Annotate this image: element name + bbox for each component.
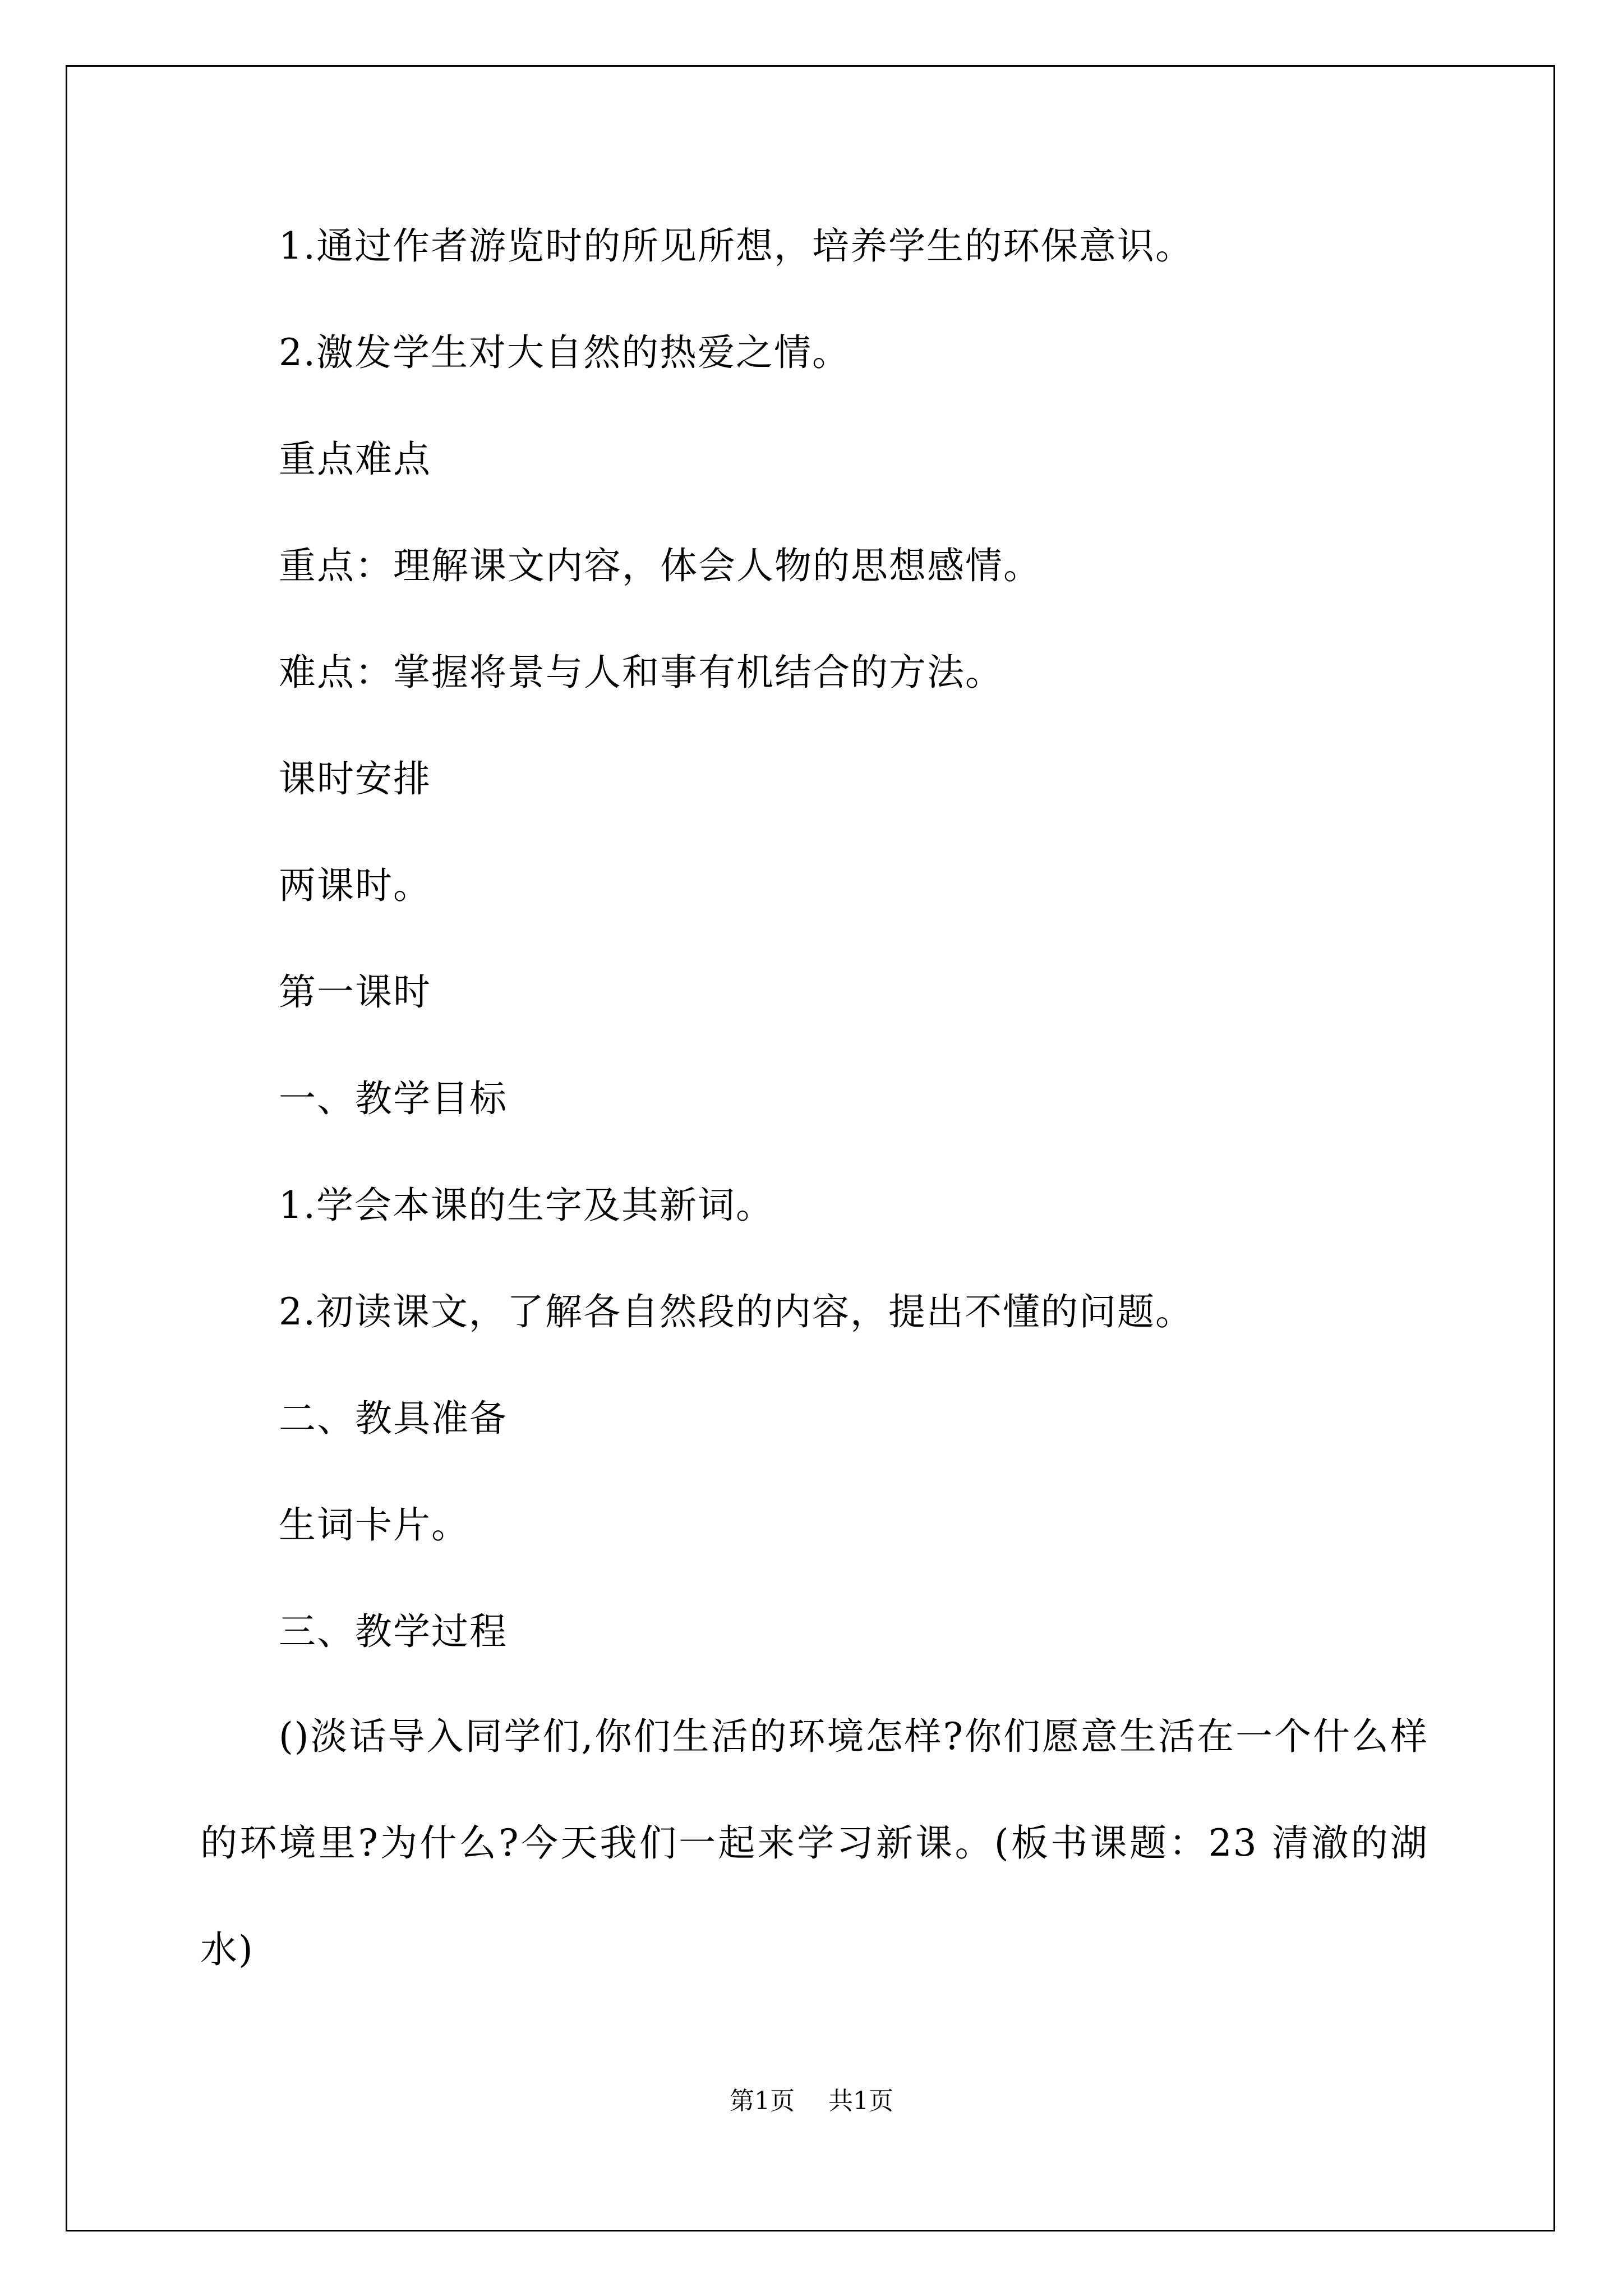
- paragraph-schedule: 两课时。: [279, 864, 431, 907]
- paragraph-introduction: ()淡话导入同学们,你们生活的环境怎样?你们愿意生活在一个什么样的环境里?为什么?今天我们一起来学习新课。(板书课题：23 清澈的湖水): [200, 1715, 1428, 1971]
- paragraph-goal-2: 2.初读课文，了解各自然段的内容，提出不懂的问题。: [279, 1290, 1193, 1333]
- paragraph-teaching-aids: 生词卡片。: [279, 1503, 469, 1547]
- paragraph-goal-1: 1.学会本课的生字及其新词。: [279, 1184, 774, 1227]
- heading-first-lesson: 第一课时: [279, 970, 431, 1014]
- page-number-current: 第1页: [730, 2087, 795, 2115]
- heading-teaching-process: 三、教学过程: [279, 1610, 508, 1653]
- paragraph-objective-1: 1.通过作者游览时的所见所想，培养学生的环保意识。: [279, 224, 1193, 268]
- heading-key-points: 重点难点: [279, 438, 431, 481]
- paragraph-objective-2: 2.激发学生对大自然的热爱之情。: [279, 331, 850, 374]
- page-footer: [0, 2086, 1623, 2117]
- paragraph-difficulty: 难点：掌握将景与人和事有机结合的方法。: [279, 651, 1003, 694]
- paragraph-key-point: 重点：理解课文内容，体会人物的思想感情。: [279, 544, 1041, 587]
- heading-schedule: 课时安排: [279, 757, 431, 800]
- document-body: [200, 222, 1428, 2003]
- heading-teaching-aids: 二、教具准备: [279, 1397, 508, 1440]
- page-number-total: 共1页: [828, 2087, 893, 2115]
- heading-teaching-goals: 一、教学目标: [279, 1077, 508, 1120]
